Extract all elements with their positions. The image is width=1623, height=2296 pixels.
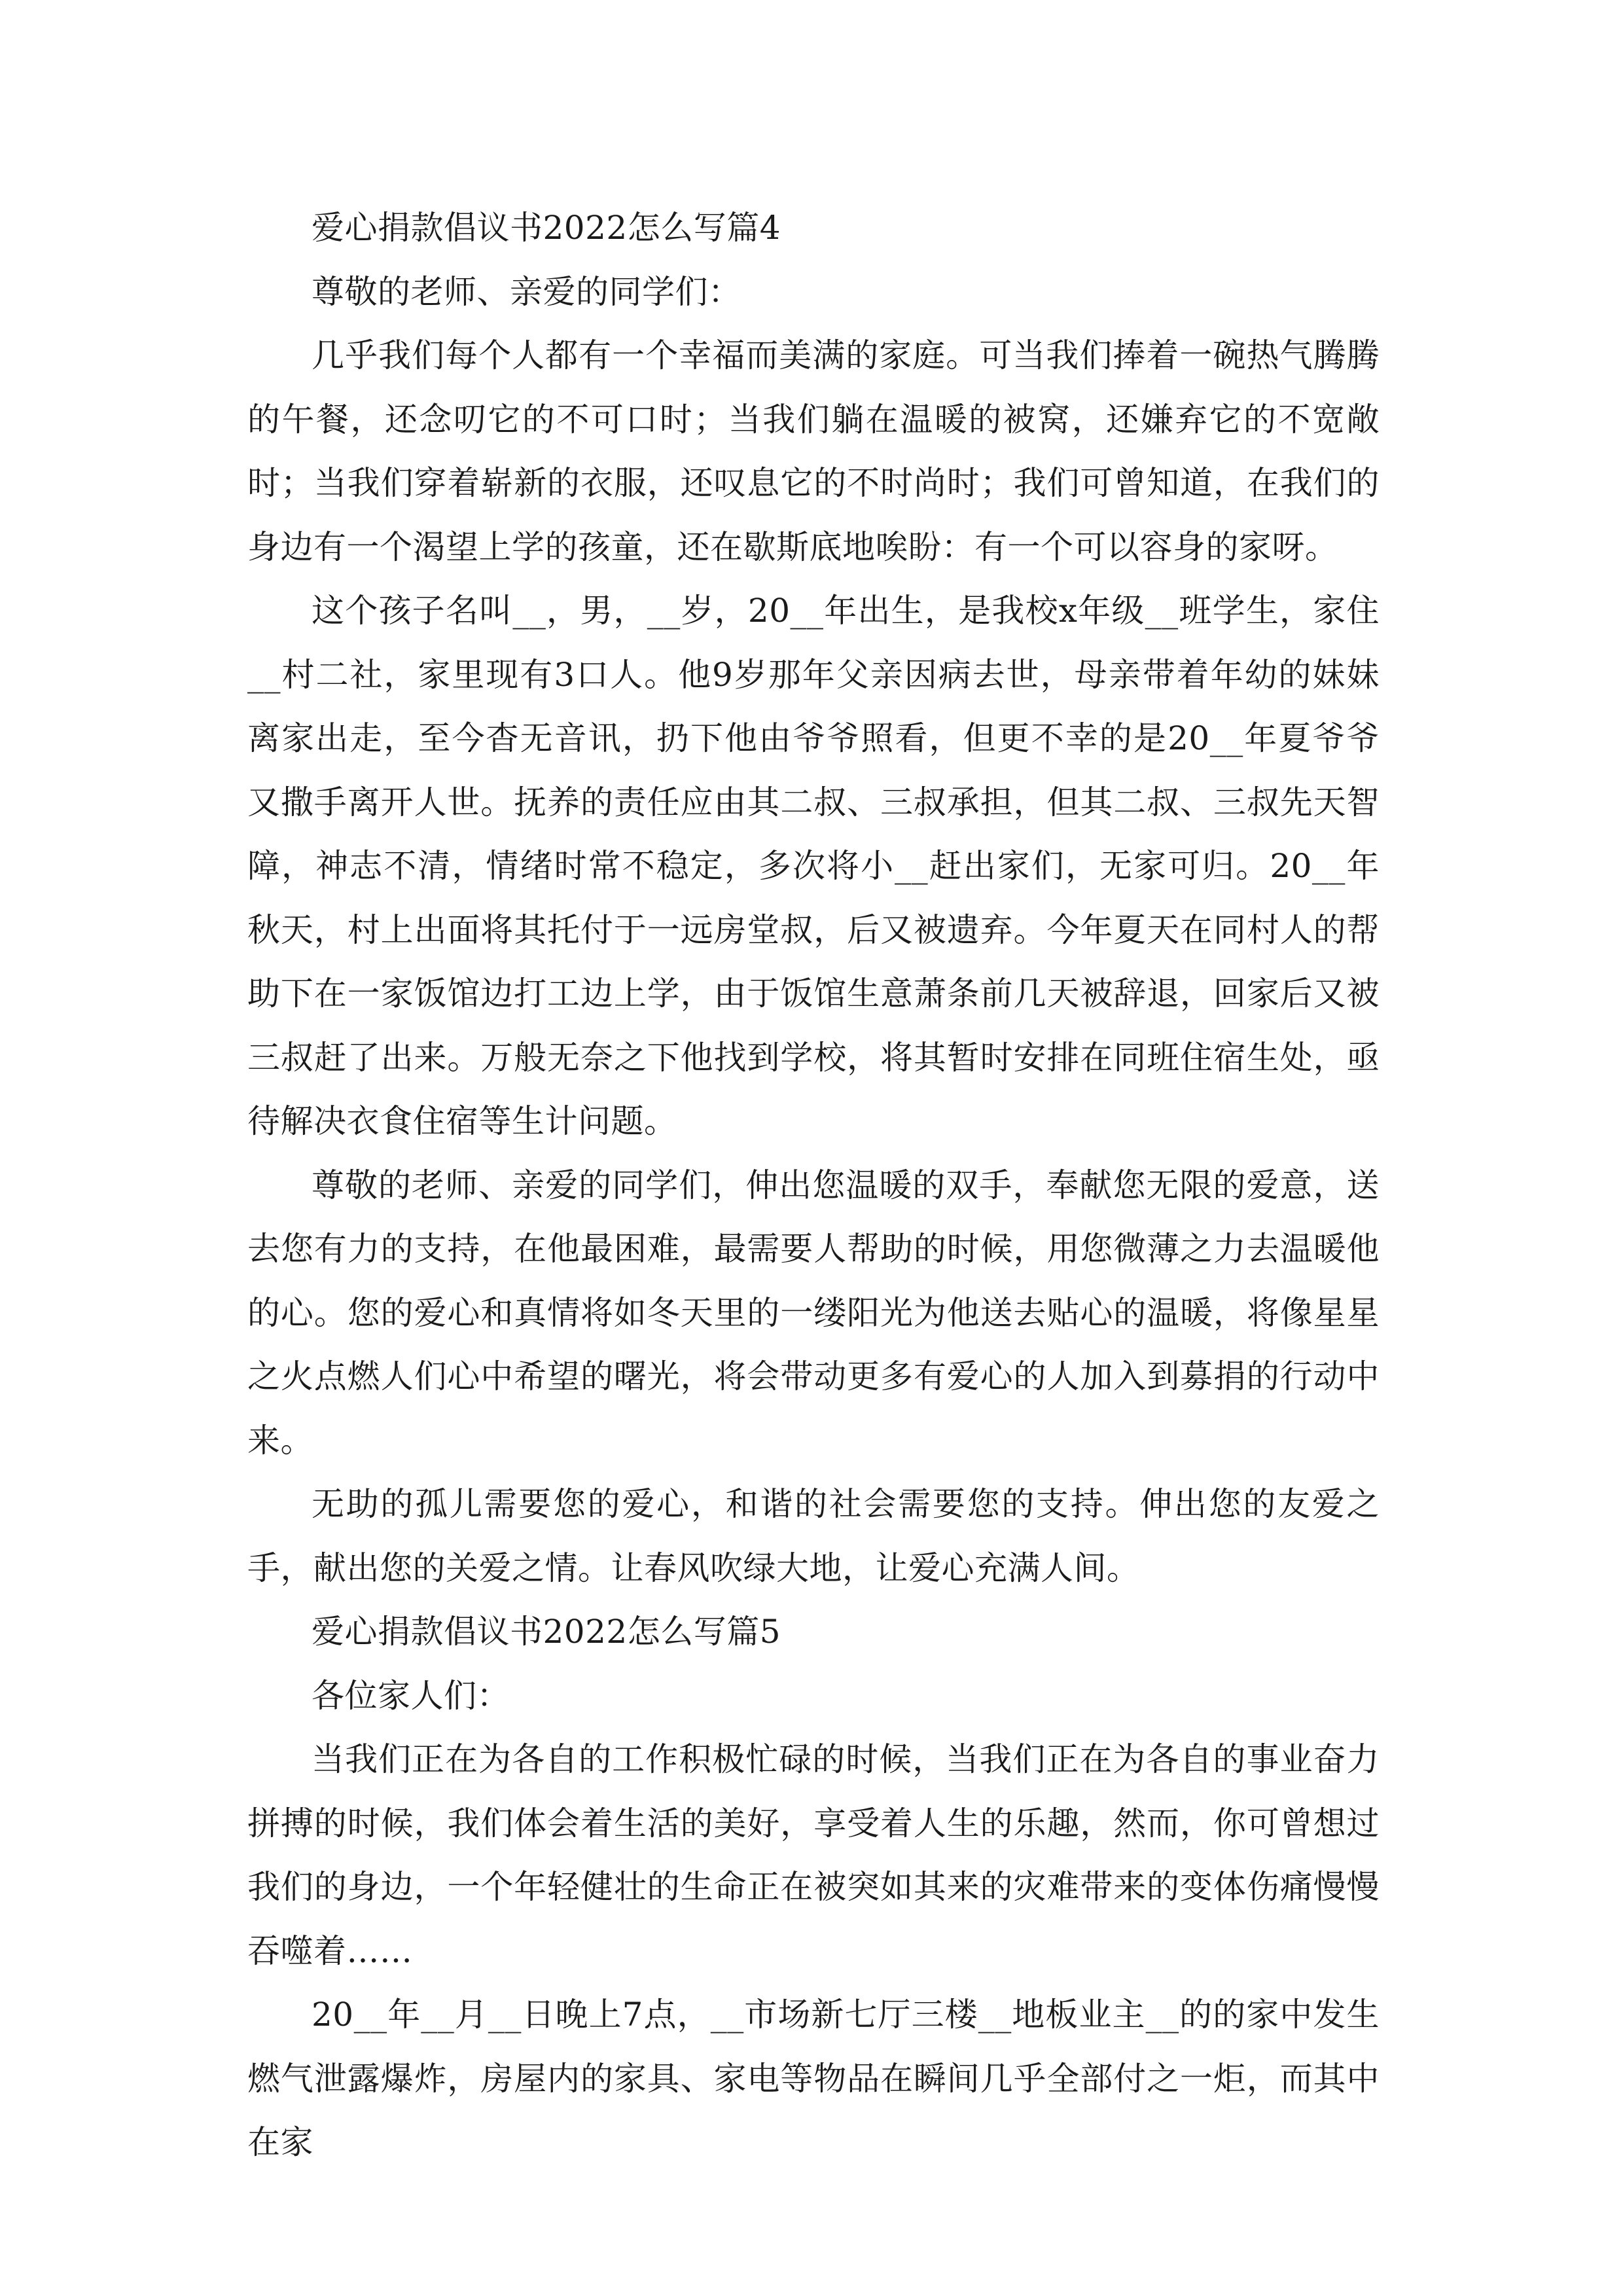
paragraph-appeal: 尊敬的老师、亲爱的同学们，伸出您温暖的双手，奉献您无限的爱意，送去您有力的支持，在他最困难，最需要人帮助的时候，用您微薄之力去温暖他的心。您的爱心和真情将如冬天里的一缕阳光为他送去贴心的温暖，将像星星之火点燃人们心中希望的曙光，将会带动更多有爱心的人加入到募捐的行动中来。 (247, 1166, 1380, 1460)
paragraph-accident-report: 20__年__月__日晚上7点，__市场新七厅三楼__地板业主__的的家中发生燃气泄露爆炸，房屋内的家具、家电等物品在瞬间几乎全部付之一炬，而其中在家 (247, 1996, 1380, 2161)
paragraph-life-reflection: 当我们正在为各自的工作积极忙碌的时候，当我们正在为各自的事业奋力拼搏的时候，我们体会着生活的美好，享受着人生的乐趣，然而，你可曾想过我们的身边，一个年轻健壮的生命正在被突如其来的灾难带来的变体伤痛慢慢吞噬着…… (247, 1740, 1380, 1970)
section-heading-4: 爱心捐款倡议书2022怎么写篇4 (312, 209, 781, 247)
salutation-teachers-students: 尊敬的老师、亲爱的同学们： (312, 272, 741, 311)
salutation-family: 各位家人们： (312, 1676, 510, 1715)
paragraph-closing: 无助的孤儿需要您的爱心，和谐的社会需要您的支持。伸出您的友爱之手，献出您的关爱之情。让春风吹绿大地，让爱心充满人间。 (247, 1485, 1380, 1587)
document-body (247, 196, 1380, 2175)
paragraph-family-intro: 几乎我们每个人都有一个幸福而美满的家庭。可当我们捧着一碗热气腾腾的午餐，还念叨它的不可口时；当我们躺在温暖的被窝，还嫌弃它的不宽敞时；当我们穿着崭新的衣服，还叹息它的不时尚时；我们可曾知道，在我们的身边有一个渴望上学的孩童，还在歇斯底地唉盼：有一个可以容身的家呀。 (247, 336, 1380, 566)
paragraph-child-story: 这个孩子名叫__，男，__岁，20__年出生，是我校x年级__班学生，家住__村二社，家里现有3口人。他9岁那年父亲因病去世，母亲带着年幼的妹妹离家出走，至今杳无音讯，扔下他由爷爷照看，但更不幸的是20__年夏爷爷又撒手离开人世。抚养的责任应由其二叔、三叔承担，但其二叔、三叔先天智障，神志不清，情绪时常不稳定，多次将小__赶出家们，无家可归。20__年秋天，村上出面将其托付于一远房堂叔，后又被遗弃。今年夏天在同村人的帮助下在一家饭馆边打工边上学，由于饭馆生意萧条前几天被辞退，回家后又被三叔赶了出来。万般无奈之下他找到学校，将其暂时安排在同班住宿生处，亟待解决衣食住宿等生计问题。 (247, 592, 1380, 1140)
section-heading-5: 爱心捐款倡议书2022怎么写篇5 (312, 1613, 781, 1651)
